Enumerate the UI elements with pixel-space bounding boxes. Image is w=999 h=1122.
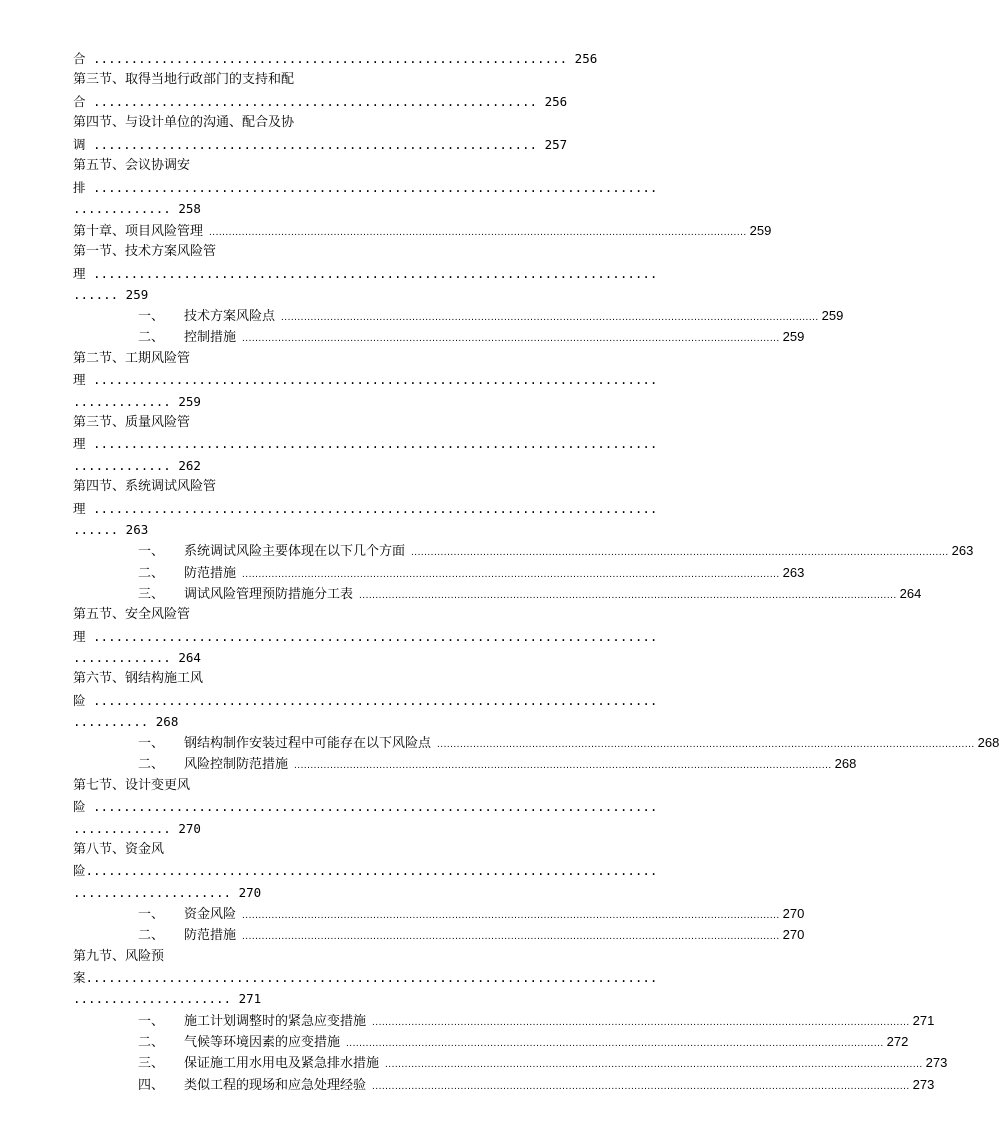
toc-page-number-line[interactable]: ............. 258 <box>73 201 201 216</box>
toc-page-number-line[interactable]: ...... 263 <box>73 522 149 537</box>
toc-section-entry[interactable]: 第四节、与设计单位的沟通、配合及协 <box>73 115 295 130</box>
subitem-page-number: 259 <box>821 308 844 323</box>
toc-section-entry[interactable]: 第三节、质量风险管 <box>73 415 191 430</box>
toc-subitem[interactable] <box>138 1031 909 1052</box>
subitem-page-number: 273 <box>912 1077 935 1092</box>
toc-subitem[interactable] <box>138 1052 948 1073</box>
toc-section-entry[interactable]: 第五节、会议协调安 <box>73 158 191 173</box>
toc-page-number-line[interactable]: ............. 270 <box>73 821 201 836</box>
toc-subitem[interactable] <box>138 326 805 347</box>
subitem-label: 资金风险 <box>184 907 237 922</box>
subitem-label: 控制措施 <box>184 330 237 345</box>
dot-leader: .................................................................................................................................................................... <box>437 739 975 750</box>
toc-continuation-line[interactable]: 险............................................................................ <box>73 863 658 878</box>
subitem-number: 一、 <box>138 1014 165 1029</box>
subitem-number: 一、 <box>138 907 165 922</box>
chapter-title: 第十章、项目风险管理 <box>73 224 204 239</box>
dot-leader: .................................................................................................................................................................... <box>281 312 819 323</box>
toc-continuation-line[interactable]: 理 ........................................................................... <box>73 436 658 451</box>
toc-continuation-line[interactable]: 理 ........................................................................... <box>73 372 658 387</box>
subitem-page-number: 268 <box>977 735 999 750</box>
subitem-label: 施工计划调整时的紧急应变措施 <box>184 1014 367 1029</box>
subitem-label: 气候等环境因素的应变措施 <box>184 1035 341 1050</box>
toc-continuation-line[interactable]: 排 ........................................................................... <box>73 180 658 195</box>
toc-subitem[interactable] <box>138 732 999 753</box>
subitem-label: 技术方案风险点 <box>184 309 276 324</box>
subitem-page-number: 273 <box>925 1055 948 1070</box>
toc-page-number-line[interactable]: ............. 264 <box>73 650 201 665</box>
toc-section-entry[interactable]: 第五节、安全风险管 <box>73 607 191 622</box>
subitem-label: 防范措施 <box>184 928 237 943</box>
subitem-label: 系统调试风险主要体现在以下几个方面 <box>184 544 406 559</box>
toc-continuation-line[interactable]: 险 ........................................................................... <box>73 799 658 814</box>
subitem-number: 三、 <box>138 587 165 602</box>
subitem-page-number: 271 <box>912 1013 935 1028</box>
toc-page-number-line[interactable]: ..................... 270 <box>73 885 262 900</box>
toc-subitem[interactable] <box>138 1074 935 1095</box>
toc-section-entry[interactable]: 第一节、技术方案风险管 <box>73 244 217 259</box>
toc-section-entry[interactable]: 第六节、钢结构施工风 <box>73 671 204 686</box>
toc-chapter-entry[interactable] <box>73 220 772 241</box>
subitem-number: 二、 <box>138 757 165 772</box>
toc-subitem[interactable] <box>138 305 844 326</box>
dot-leader: .................................................................................................................................................................... <box>411 547 949 558</box>
toc-section-entry[interactable]: 第七节、设计变更风 <box>73 778 191 793</box>
toc-continuation-line[interactable]: 调 ........................................................... 257 <box>73 137 568 152</box>
subitem-label: 风险控制防范措施 <box>184 757 289 772</box>
toc-subitem[interactable] <box>138 753 857 774</box>
subitem-page-number: 272 <box>886 1034 909 1049</box>
subitem-label: 类似工程的现场和应急处理经验 <box>184 1078 367 1093</box>
dot-leader: .................................................................................................................................................................... <box>372 1017 910 1028</box>
subitem-page-number: 263 <box>951 543 974 558</box>
toc-page-number-line[interactable]: ...... 259 <box>73 287 149 302</box>
toc-continuation-line[interactable]: 案............................................................................ <box>73 970 658 985</box>
subitem-page-number: 270 <box>782 906 805 921</box>
subitem-number: 四、 <box>138 1078 165 1093</box>
dot-leader: .................................................................................................................................................................... <box>359 590 897 601</box>
toc-subitem[interactable] <box>138 1010 935 1031</box>
subitem-page-number: 268 <box>834 756 857 771</box>
toc-page-number-line[interactable]: ..................... 271 <box>73 991 262 1006</box>
toc-subitem[interactable] <box>138 562 805 583</box>
toc-page-number-line[interactable]: .......... 268 <box>73 714 179 729</box>
chapter-page-number: 259 <box>749 223 772 238</box>
toc-section-entry[interactable]: 第九节、风险预 <box>73 949 165 964</box>
subitem-number: 二、 <box>138 330 165 345</box>
subitem-number: 二、 <box>138 928 165 943</box>
toc-continuation-line[interactable]: 理 ........................................................................... <box>73 266 658 281</box>
subitem-page-number: 259 <box>782 329 805 344</box>
dot-leader: .................................................................................................................................................................... <box>294 760 832 771</box>
subitem-page-number: 264 <box>899 586 922 601</box>
dot-leader: .................................................................................................................................................................... <box>372 1081 910 1092</box>
toc-section-entry[interactable]: 第八节、资金风 <box>73 842 165 857</box>
subitem-label: 调试风险管理预防措施分工表 <box>184 587 354 602</box>
subitem-number: 一、 <box>138 544 165 559</box>
toc-continuation-line[interactable]: 理 ........................................................................... <box>73 501 658 516</box>
toc-continuation-line[interactable]: 合 ............................................................... 256 <box>73 51 598 66</box>
subitem-label: 钢结构制作安装过程中可能存在以下风险点 <box>184 736 432 751</box>
dot-leader: .................................................................................................................................................................... <box>242 569 780 580</box>
toc-continuation-line[interactable]: 合 ........................................................... 256 <box>73 94 568 109</box>
toc-continuation-line[interactable]: 理 ........................................................................... <box>73 629 658 644</box>
toc-page-number-line[interactable]: ............. 262 <box>73 458 201 473</box>
dot-leader: .................................................................................................................................................................... <box>209 227 747 238</box>
subitem-page-number: 270 <box>782 927 805 942</box>
subitem-label: 防范措施 <box>184 566 237 581</box>
toc-subitem[interactable] <box>138 924 805 945</box>
subitem-number: 一、 <box>138 309 165 324</box>
toc-page-number-line[interactable]: ............. 259 <box>73 394 201 409</box>
toc-section-entry[interactable]: 第四节、系统调试风险管 <box>73 479 217 494</box>
toc-section-entry[interactable]: 第二节、工期风险管 <box>73 351 191 366</box>
dot-leader: .................................................................................................................................................................... <box>242 931 780 942</box>
subitem-page-number: 263 <box>782 565 805 580</box>
subitem-number: 二、 <box>138 566 165 581</box>
dot-leader: .................................................................................................................................................................... <box>242 910 780 921</box>
toc-section-entry[interactable]: 第三节、取得当地行政部门的支持和配 <box>73 72 295 87</box>
subitem-label: 保证施工用水用电及紧急排水措施 <box>184 1056 380 1071</box>
dot-leader: .................................................................................................................................................................... <box>385 1059 923 1070</box>
subitem-number: 三、 <box>138 1056 165 1071</box>
dot-leader: .................................................................................................................................................................... <box>242 333 780 344</box>
subitem-number: 一、 <box>138 736 165 751</box>
toc-continuation-line[interactable]: 险 ........................................................................... <box>73 693 658 708</box>
toc-subitem[interactable] <box>138 903 805 924</box>
toc-subitem[interactable] <box>138 583 922 604</box>
dot-leader: .................................................................................................................................................................... <box>346 1038 884 1049</box>
subitem-number: 二、 <box>138 1035 165 1050</box>
toc-subitem[interactable] <box>138 540 974 561</box>
